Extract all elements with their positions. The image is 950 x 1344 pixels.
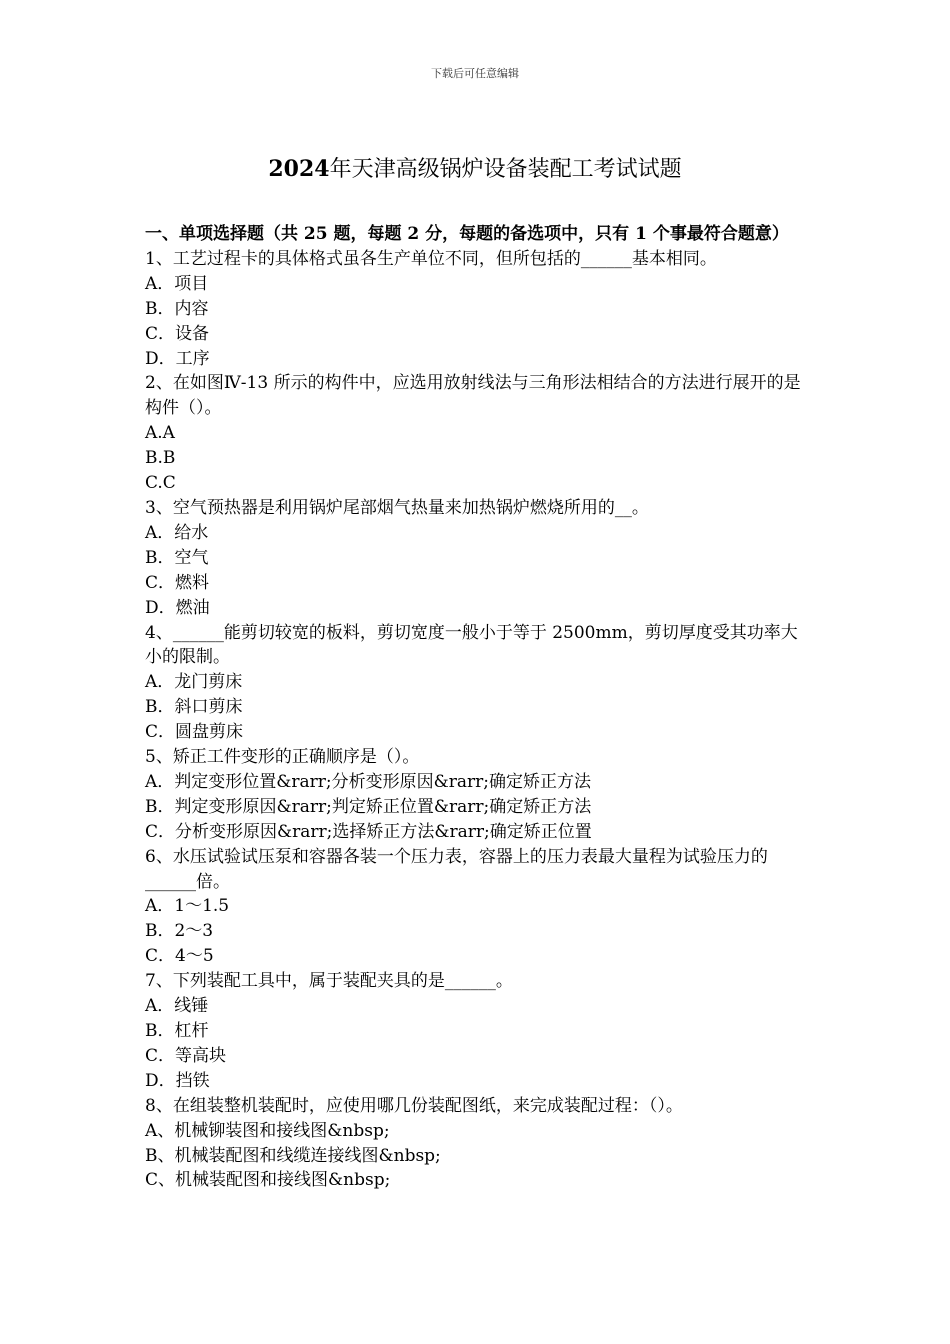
document-title: [0, 152, 950, 187]
option-d: D．燃油: [145, 597, 210, 618]
option-b: B、机械装配图和线缆连接线图&nbsp;: [145, 1145, 441, 1166]
option-d: D．挡铁: [145, 1070, 210, 1091]
option-c: C．设备: [145, 323, 210, 344]
option-b: B．空气: [145, 547, 209, 568]
option-a: A．给水: [145, 522, 209, 543]
option-a: A．1～1.5: [145, 896, 230, 917]
question-3: [145, 496, 810, 621]
option-c: C．分析变形原因&rarr;选择矫正方法&rarr;确定矫正位置: [145, 821, 592, 842]
option-b: B．判定变形原因&rarr;判定矫正位置&rarr;确定矫正方法: [145, 796, 592, 817]
option-a: A.A: [145, 423, 175, 444]
option-c: C．燃料: [145, 572, 210, 593]
question-6: [145, 845, 810, 970]
option-c: C、机械装配图和接线图&nbsp;: [145, 1170, 391, 1191]
title-text: 年天津高级锅炉设备装配工考试试题: [329, 157, 682, 182]
option-c: C．4～5: [145, 946, 214, 967]
question-stem: 2、在如图Ⅳ-13 所示的构件中，应选用放射线法与三角形法相结合的方法进行展开的是构件（）。: [145, 373, 801, 419]
option-c: C．圆盘剪床: [145, 722, 244, 743]
option-b: B.B: [145, 448, 176, 469]
question-7: [145, 969, 810, 1094]
option-a: A．判定变形位置&rarr;分析变形原因&rarr;确定矫正方法: [145, 771, 592, 792]
question-stem: 8、在组装整机装配时，应使用哪几份装配图纸，来完成装配过程：（）。: [145, 1095, 683, 1116]
option-b: B．2～3: [145, 921, 214, 942]
option-c: C.C: [145, 473, 176, 494]
option-a: A．龙门剪床: [145, 672, 243, 693]
question-1: [145, 247, 810, 372]
option-a: A．线锤: [145, 996, 209, 1017]
question-stem: 3、空气预热器是利用锅炉尾部烟气热量来加热锅炉燃烧所用的__。: [145, 497, 649, 518]
question-8: [145, 1094, 810, 1194]
title-year: 2024: [268, 156, 330, 182]
option-b: B．杠杆: [145, 1021, 209, 1041]
header-note: 下载后可任意编辑: [431, 67, 519, 80]
document-body: [145, 222, 810, 1193]
question-2: [145, 371, 810, 496]
question-stem: 5、矫正工件变形的正确顺序是（）。: [145, 747, 420, 768]
question-stem: 7、下列装配工具中，属于装配夹具的是______。: [145, 971, 513, 992]
question-stem: 4、______能剪切较宽的板料，剪切宽度一般小于等于 2500mm，剪切厚度受其功率大小的限制。: [145, 622, 798, 668]
option-b: B．斜口剪床: [145, 697, 243, 718]
option-b: B．内容: [145, 298, 209, 319]
option-c: C．等高块: [145, 1045, 227, 1066]
question-5: [145, 745, 810, 845]
option-a: A．项目: [145, 273, 209, 294]
question-4: [145, 621, 810, 746]
question-stem: 1、工艺过程卡的具体格式虽各生产单位不同，但所包括的______基本相同。: [145, 248, 717, 269]
question-stem: 6、水压试验试压泵和容器各装一个压力表，容器上的压力表最大量程为试验压力的______倍。: [145, 846, 768, 892]
option-a: A、机械铆装图和接线图&nbsp;: [145, 1120, 390, 1141]
option-d: D．工序: [145, 348, 210, 369]
section-heading: 一、单项选择题（共 25 题，每题 2 分，每题的备选项中，只有 1 个事最符合题意）: [145, 224, 789, 244]
